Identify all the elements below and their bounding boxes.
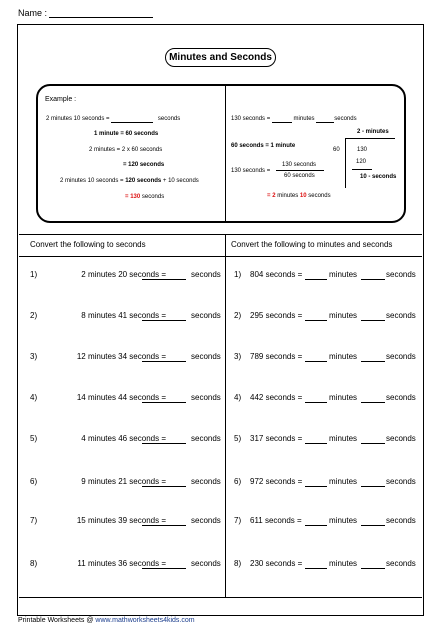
table-header-line (19, 256, 422, 257)
example-fraction-bar (276, 170, 324, 171)
example-right-line-1: 130 seconds = minutes seconds (231, 116, 357, 122)
minutes-blank[interactable] (305, 516, 327, 526)
unit-label: seconds (191, 352, 221, 361)
example-right-line-4: = 2 minutes 10 seconds (267, 193, 331, 199)
unit-minutes: minutes (329, 352, 358, 361)
example-line-2: 1 minute = 60 seconds (94, 131, 159, 137)
unit-minutes: minutes (329, 270, 358, 279)
example-line-4: = 120 seconds (123, 162, 165, 168)
answer-blank[interactable] (142, 311, 186, 321)
name-label: Name : (18, 8, 48, 18)
problem-number: 3) (234, 352, 242, 361)
unit-seconds: seconds (386, 270, 416, 279)
division-subtract-line (352, 169, 372, 170)
division-remainder: 10 - seconds (360, 174, 397, 180)
problem-number: 8) (30, 559, 38, 568)
division-divisor: 60 (333, 147, 340, 153)
unit-label: seconds (191, 477, 221, 486)
footer-prefix: Printable Worksheets @ (18, 617, 94, 624)
unit-seconds: seconds (386, 393, 416, 402)
footer (18, 617, 195, 624)
example-right-line-3a: 130 seconds = (231, 168, 271, 174)
unit-label: seconds (191, 311, 221, 320)
name-blank[interactable] (49, 9, 153, 18)
problem-number: 5) (30, 434, 38, 443)
worksheet-title: Minutes and Seconds (165, 48, 276, 67)
left-problem-row (30, 516, 221, 526)
left-problem-row (30, 352, 221, 362)
division-subtrahend: 120 (356, 159, 367, 165)
minutes-blank[interactable] (305, 393, 327, 403)
seconds-blank[interactable] (361, 559, 385, 569)
right-problem-row (234, 559, 416, 569)
unit-seconds: seconds (386, 516, 416, 525)
minutes-blank[interactable] (305, 434, 327, 444)
problem-text: 804 seconds = (250, 270, 303, 279)
problem-text: 972 seconds = (250, 477, 303, 486)
footer-link[interactable]: www.mathworksheets4kids.com (95, 617, 195, 624)
example-fraction-denominator: 60 seconds (284, 173, 315, 179)
answer-blank[interactable] (142, 434, 186, 444)
table-column-divider (225, 234, 226, 598)
example-line-1: 2 minutes 10 seconds = seconds (46, 116, 181, 122)
problem-number: 1) (234, 270, 242, 279)
right-column-header: Convert the following to minutes and seconds (231, 240, 393, 249)
example-right-line-2: 60 seconds = 1 minute (231, 143, 296, 149)
answer-blank[interactable] (142, 559, 186, 569)
right-problem-row (234, 352, 416, 362)
unit-seconds: seconds (386, 559, 416, 568)
problem-number: 1) (30, 270, 38, 279)
unit-label: seconds (191, 270, 221, 279)
problem-number: 7) (30, 516, 38, 525)
right-problem-row (234, 270, 416, 280)
division-dividend: 130 (357, 147, 368, 153)
unit-label: seconds (191, 516, 221, 525)
problems-table (19, 234, 422, 598)
answer-blank[interactable] (142, 270, 186, 280)
problem-text: 789 seconds = (250, 352, 303, 361)
problem-number: 6) (234, 477, 242, 486)
unit-label: seconds (191, 434, 221, 443)
minutes-blank[interactable] (305, 477, 327, 487)
problem-text: 14 minutes 44 seconds = (76, 393, 166, 402)
problem-text: 9 minutes 21 seconds = (81, 477, 166, 486)
seconds-blank[interactable] (361, 477, 385, 487)
division-quotient: 2 - minutes (357, 129, 389, 135)
unit-seconds: seconds (386, 352, 416, 361)
seconds-blank[interactable] (361, 311, 385, 321)
answer-blank[interactable] (142, 393, 186, 403)
unit-minutes: minutes (329, 311, 358, 320)
left-problem-row (30, 393, 221, 403)
problem-number: 4) (234, 393, 242, 402)
problem-text: 11 minutes 36 seconds = (77, 559, 166, 568)
unit-minutes: minutes (329, 477, 358, 486)
problem-number: 2) (30, 311, 38, 320)
unit-minutes: minutes (329, 393, 358, 402)
problem-number: 7) (234, 516, 242, 525)
right-problem-row (234, 434, 416, 444)
problem-text: 317 seconds = (250, 434, 303, 443)
example-line-3: 2 minutes = 2 x 60 seconds (89, 147, 163, 153)
right-problem-row (234, 311, 416, 321)
example-line-5: 2 minutes 10 seconds = 120 seconds + 10 seconds (60, 178, 199, 184)
example-heading: Example : (45, 96, 77, 103)
seconds-blank[interactable] (361, 352, 385, 362)
unit-label: seconds (191, 559, 221, 568)
answer-blank[interactable] (142, 352, 186, 362)
problem-text: 12 minutes 34 seconds = (76, 352, 166, 361)
left-column-header: Convert the following to seconds (30, 240, 146, 249)
minutes-blank[interactable] (305, 270, 327, 280)
unit-minutes: minutes (329, 516, 358, 525)
unit-seconds: seconds (386, 434, 416, 443)
answer-blank[interactable] (142, 477, 186, 487)
problem-text: 8 minutes 41 seconds = (81, 311, 166, 320)
problem-number: 5) (234, 434, 242, 443)
problem-text: 442 seconds = (250, 393, 303, 402)
name-field[interactable] (18, 8, 153, 18)
problem-number: 3) (30, 352, 38, 361)
example-line-6: = 130 seconds (125, 194, 165, 200)
problem-number: 8) (234, 559, 242, 568)
problem-text: 15 minutes 39 seconds = (76, 516, 166, 525)
right-problem-row (234, 516, 416, 526)
right-problem-row (234, 477, 416, 487)
problem-text: 295 seconds = (250, 311, 303, 320)
unit-label: seconds (191, 393, 221, 402)
example-divider (225, 86, 226, 221)
problem-text: 2 minutes 20 seconds = (81, 270, 166, 279)
unit-seconds: seconds (386, 477, 416, 486)
minutes-blank[interactable] (305, 311, 327, 321)
answer-blank[interactable] (142, 516, 186, 526)
problem-number: 4) (30, 393, 38, 402)
problem-text: 230 seconds = (250, 559, 303, 568)
seconds-blank[interactable] (361, 270, 385, 280)
minutes-blank[interactable] (305, 559, 327, 569)
left-problem-row (30, 559, 221, 569)
left-problem-row (30, 270, 221, 280)
left-problem-row (30, 434, 221, 444)
unit-minutes: minutes (329, 434, 358, 443)
left-problem-row (30, 477, 221, 487)
problem-number: 6) (30, 477, 38, 486)
division-top-line (345, 138, 395, 139)
seconds-blank[interactable] (361, 434, 385, 444)
problem-number: 2) (234, 311, 242, 320)
seconds-blank[interactable] (361, 516, 385, 526)
division-bracket (345, 138, 346, 188)
left-problem-row (30, 311, 221, 321)
unit-seconds: seconds (386, 311, 416, 320)
seconds-blank[interactable] (361, 393, 385, 403)
problem-text: 611 seconds = (250, 516, 302, 525)
right-problem-row (234, 393, 416, 403)
unit-minutes: minutes (329, 559, 358, 568)
minutes-blank[interactable] (305, 352, 327, 362)
problem-text: 4 minutes 46 seconds = (81, 434, 166, 443)
example-fraction-numerator: 130 seconds (282, 162, 317, 168)
